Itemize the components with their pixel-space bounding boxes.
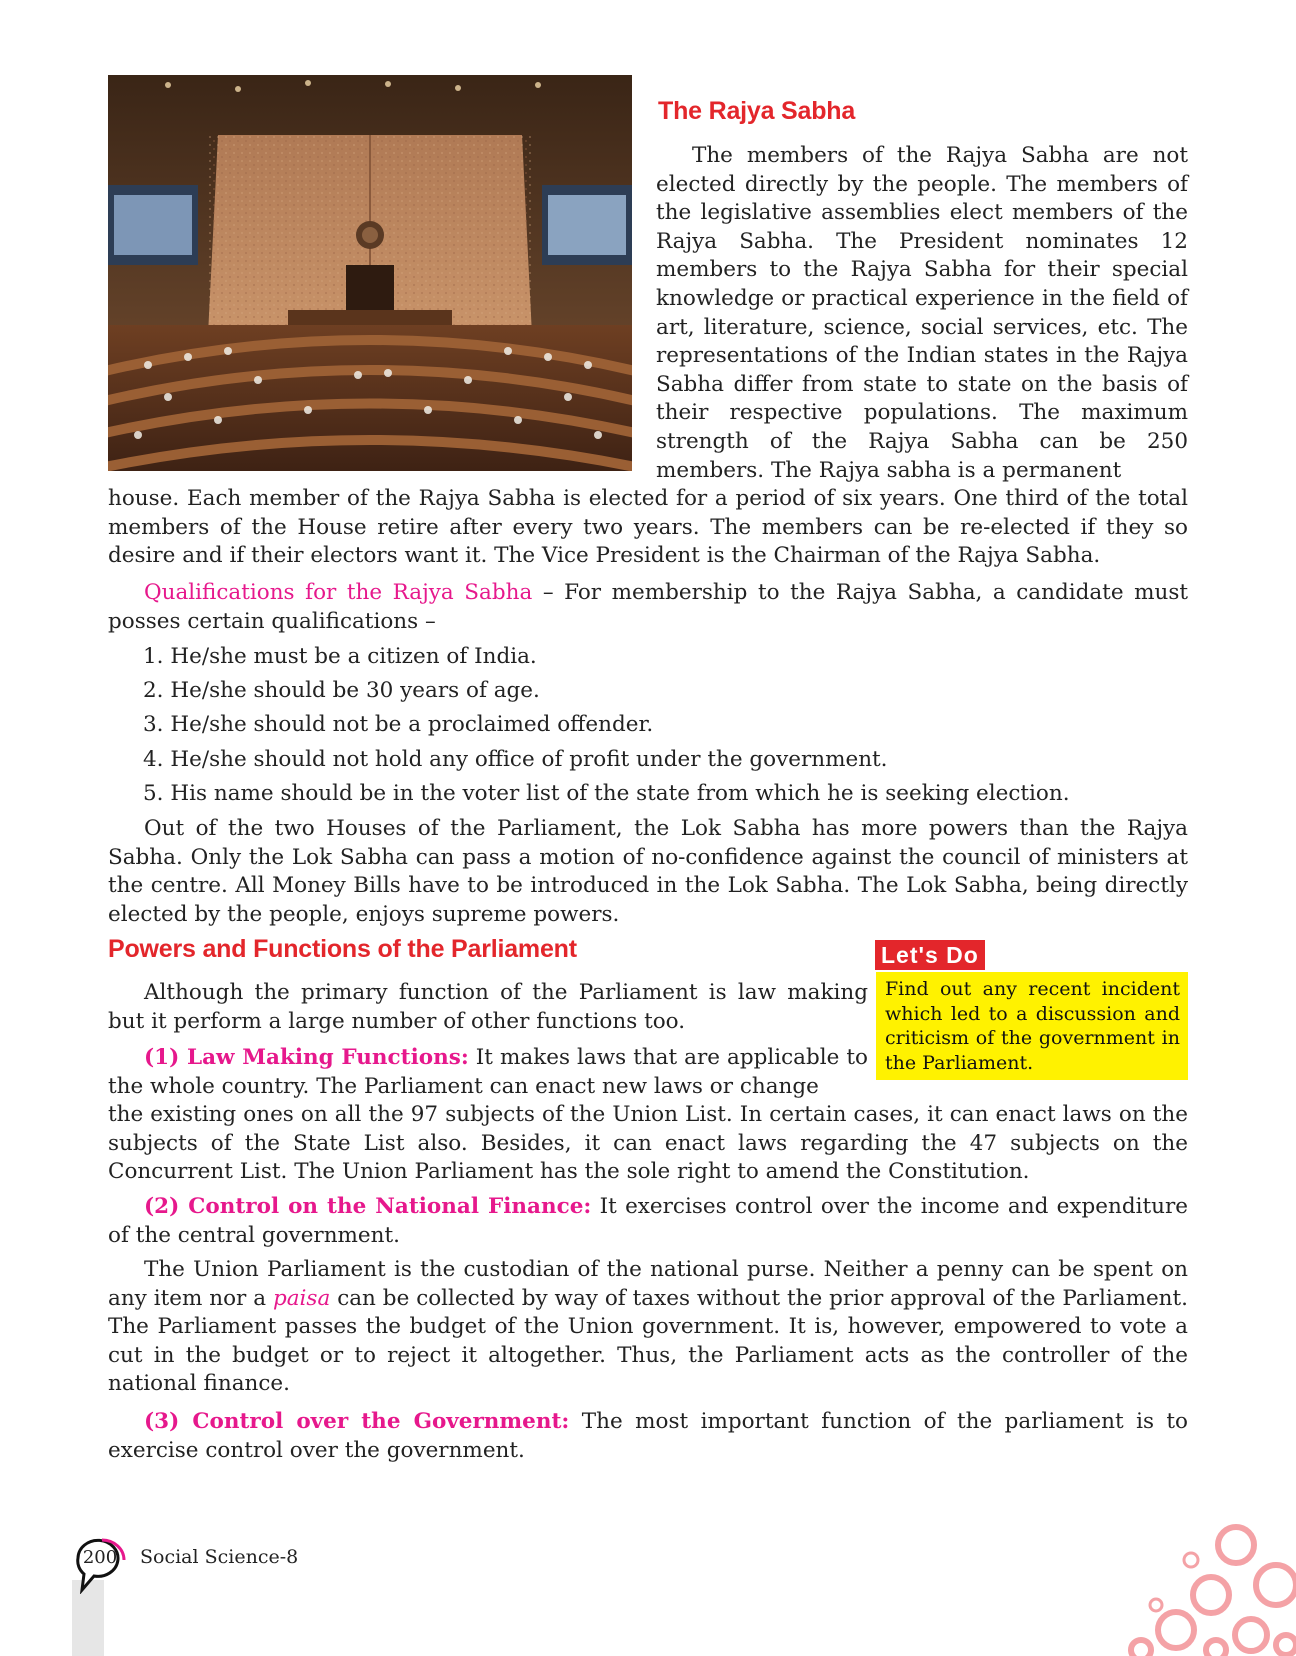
rajya-sabha-heading: The Rajya Sabha [658, 97, 856, 125]
page-number: 200 [82, 1547, 118, 1568]
qualifications-paragraph [108, 579, 1188, 636]
law-making-continued: the existing ones on all the 97 subjects of the Union List. In certain cases, it can enact laws on the subjects of the State List also. Besides, it can enact laws regarding the 47 subjects on the Concurrent List. The Union Parliament has the sole right to amend the Constitution. [108, 1102, 1188, 1185]
finance-text: It exercises control over the income and expenditure of the central government. [108, 1194, 1188, 1248]
purse-text-b: can be collected by way of taxes without the prior approval of the Parliament. The Parliament passes the budget of the Union government. It is, however, empowered to vote a cut in the budget or to reject it altogether. Thus, the Parliament acts as the controller of the national finance. [108, 1285, 1188, 1397]
lets-do-box: Find out any recent incident which led to a discussion and criticism of the government in the Parliament. [876, 972, 1188, 1080]
powers-intro: Although the primary function of the Parliament is law making but it perform a large number of other functions too. [108, 980, 868, 1034]
finance-label: (2) Control on the National Finance: [144, 1194, 592, 1219]
purse-text-a: The Union Parliament is the custodian of the national purse. Neither a penny can be spent on any item nor a [108, 1257, 1188, 1311]
law-making-label: (1) Law Making Functions: [144, 1045, 469, 1070]
rajya-sabha-paragraph-full: house. Each member of the Rajya Sabha is elected for a period of six years. One third of the total members of the House retire after every two years. The members can be re-elected if they so desire and if their electors want it. The Vice President is the Chairman of the Rajya Sabha. [108, 486, 1188, 569]
qualifications-list [143, 640, 1070, 811]
lets-do-tag: Let's Do [875, 940, 985, 970]
paisa-word: paisa [272, 1285, 331, 1311]
government-control-label: (3) Control over the Government: [144, 1409, 570, 1434]
national-purse-paragraph [108, 1256, 1188, 1399]
law-making-text-a: It makes laws that are applicable to the whole country. The Parliament can enact new laws or change [108, 1045, 868, 1099]
powers-heading: Powers and Functions of the Parliament [108, 935, 577, 963]
government-control-paragraph [108, 1408, 1188, 1465]
page-number-badge [72, 1538, 128, 1582]
rajya-sabha-chamber-photo [108, 75, 632, 471]
law-making-paragraph [108, 1044, 868, 1101]
finance-paragraph [108, 1193, 1188, 1250]
list-item: 2. He/she should be 30 years of age. [143, 678, 540, 704]
decorative-circles-icon [1116, 1515, 1296, 1656]
list-item: 3. He/she should not be a proclaimed offender. [143, 712, 654, 738]
book-title: Social Science-8 [140, 1546, 299, 1568]
list-item: 4. He/she should not hold any office of profit under the government. [143, 746, 888, 772]
list-item: 1. He/she must be a citizen of India. [143, 644, 537, 669]
qualifications-label: Qualifications for the Rajya Sabha [144, 580, 533, 605]
lok-sabha-paragraph: Out of the two Houses of the Parliament, the Lok Sabha has more powers than the Rajya Sabha. Only the Lok Sabha can pass a motion of no-confidence against the council of ministers at the centre. All Money Bills have to be introduced in the Lok Sabha. The Lok Sabha, being directly elected by the people, enjoys supreme powers. [108, 816, 1188, 927]
qualifications-intro: – For membership to the Rajya Sabha, a candidate must posses certain qualifications – [108, 580, 1188, 634]
list-item: 5. His name should be in the voter list of the state from which he is seeking election. [143, 780, 1070, 806]
rajya-sabha-paragraph-right: The members of the Rajya Sabha are not elected directly by the people. The members of the legislative assemblies elect members of the Rajya Sabha. The President nominates 12 members to the Rajya Sabha for their special knowledge or practical experience in the field of art, literature, science, social services, etc. The representations of the Indian states in the Rajya Sabha differ from state to state on the basis of their respective populations. The maximum strength of the Rajya Sabha can be 250 members. The Rajya sabha is a permanent [656, 143, 1188, 483]
government-control-text: The most important function of the parliament is to exercise control over the government. [108, 1409, 1189, 1463]
